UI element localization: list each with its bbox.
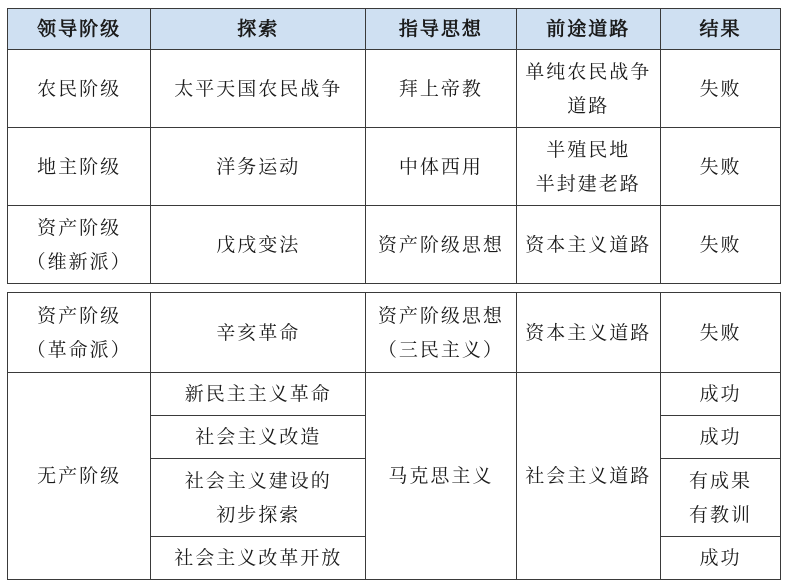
- guiding-ideology-note: （三民主义）: [377, 338, 504, 361]
- exploration-cell: [151, 459, 366, 537]
- future-road-line: 半封建老路: [535, 172, 641, 195]
- result-text: 有教训: [688, 503, 752, 526]
- exploration-text: 新民主主义革命: [184, 383, 332, 405]
- leading-class-cell: 无产阶级: [8, 373, 151, 580]
- header-future-road: 前途道路: [516, 9, 660, 50]
- guiding-ideology-text: 资产阶级思想: [377, 233, 504, 256]
- leading-class-text: 资产阶级: [37, 304, 122, 327]
- future-road-line: 道路: [567, 94, 610, 117]
- leading-class-note: （维新派）: [26, 250, 132, 273]
- future-road-cell: [516, 50, 660, 128]
- guiding-ideology-cell: [366, 206, 516, 284]
- leading-class-text: 地主阶级: [37, 155, 122, 178]
- exploration-text: 社会主义建设的: [184, 469, 332, 492]
- exploration-cell: [151, 373, 366, 416]
- history-table-bottom: [7, 292, 781, 580]
- result-cell: 失败: [660, 128, 780, 206]
- leading-class-text: 资产阶级: [37, 216, 122, 239]
- future-road-line: 半殖民地: [546, 138, 631, 161]
- exploration-text: 社会主义改造: [195, 426, 322, 448]
- future-road-cell: [516, 206, 660, 284]
- leading-class-cell: [8, 293, 151, 373]
- exploration-cell: [151, 416, 366, 459]
- leading-class-cell: [8, 206, 151, 284]
- result-text: 成功: [699, 383, 742, 405]
- result-cell: [660, 459, 780, 537]
- future-road-cell: 社会主义道路: [516, 373, 660, 580]
- table-row: [8, 293, 781, 373]
- guiding-ideology-cell: 马克思主义: [366, 373, 516, 580]
- exploration-text: 初步探索: [216, 503, 301, 526]
- exploration-text: 社会主义改革开放: [174, 547, 343, 569]
- guiding-ideology-text: 资产阶级思想: [377, 304, 504, 327]
- guiding-ideology-text: 拜上帝教: [398, 77, 483, 100]
- leading-class-note: （革命派）: [26, 338, 132, 361]
- guiding-ideology-cell: [366, 293, 516, 373]
- exploration-cell: 洋务运动: [151, 128, 366, 206]
- result-cell: [660, 373, 780, 416]
- leading-class-cell: [8, 128, 151, 206]
- table-row: [8, 128, 781, 206]
- result-cell: [660, 416, 780, 459]
- future-road-line: 资本主义道路: [525, 233, 652, 256]
- leading-class-cell: [8, 50, 151, 128]
- result-text: 有成果: [688, 469, 752, 492]
- table-row: [8, 50, 781, 128]
- exploration-cell: 太平天国农民战争: [151, 50, 366, 128]
- guiding-ideology-cell: [366, 128, 516, 206]
- table-row: [8, 373, 781, 416]
- header-guiding-ideology: 指导思想: [366, 9, 516, 50]
- header-exploration: 探索: [151, 9, 366, 50]
- header-result: 结果: [660, 9, 780, 50]
- header-leading-class: 领导阶级: [8, 9, 151, 50]
- header-row: [8, 9, 781, 50]
- result-text: 成功: [699, 547, 742, 569]
- guiding-ideology-cell: [366, 50, 516, 128]
- future-road-cell: [516, 128, 660, 206]
- exploration-cell: 戊戌变法: [151, 206, 366, 284]
- result-text: 成功: [699, 426, 742, 448]
- exploration-cell: [151, 537, 366, 580]
- future-road-cell: 资本主义道路: [516, 293, 660, 373]
- result-cell: 失败: [660, 206, 780, 284]
- history-table-top: [7, 8, 781, 284]
- guiding-ideology-text: 中体西用: [398, 155, 483, 178]
- exploration-cell: 辛亥革命: [151, 293, 366, 373]
- result-cell: 失败: [660, 293, 780, 373]
- result-cell: [660, 537, 780, 580]
- table-row: [8, 206, 781, 284]
- future-road-line: 单纯农民战争: [525, 60, 652, 83]
- result-cell: 失败: [660, 50, 780, 128]
- leading-class-text: 农民阶级: [37, 77, 122, 100]
